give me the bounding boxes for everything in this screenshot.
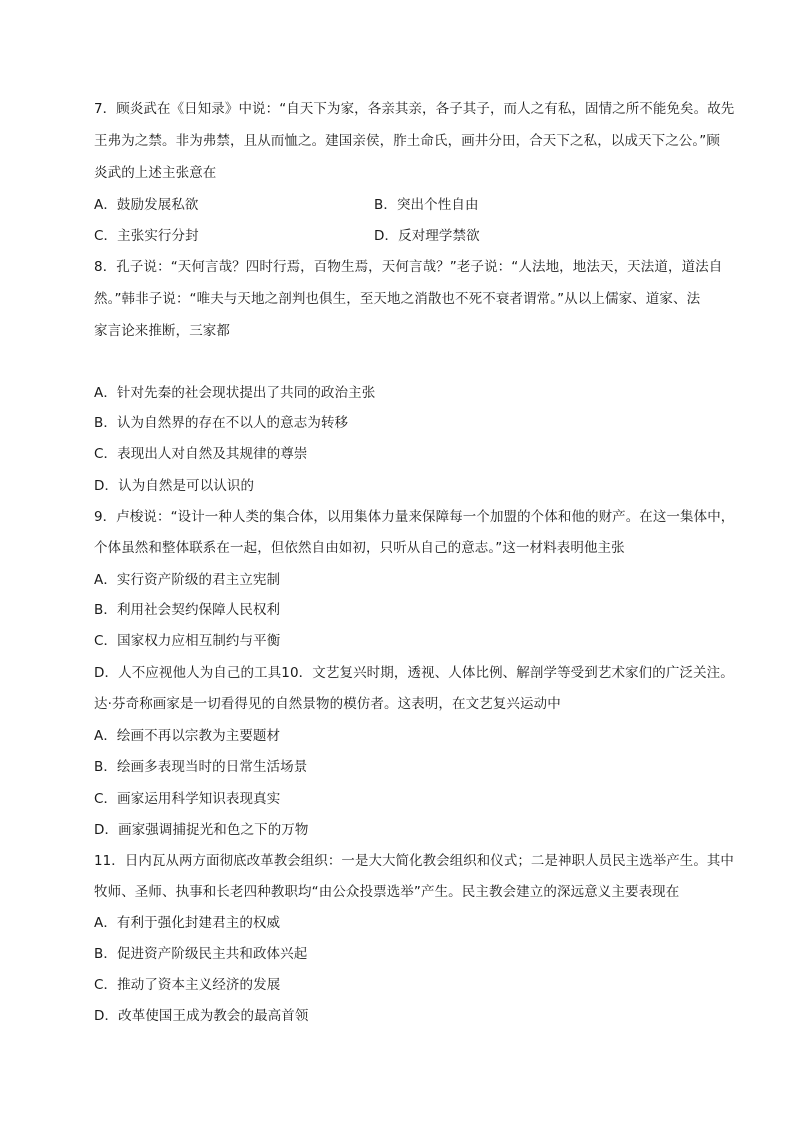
question-11-option-a: A．有利于强化封建君主的权威: [94, 915, 281, 931]
question-7-option-a: A．鼓励发展私欲: [94, 197, 199, 213]
question-11-option-d: D．改革使国王成为教会的最高首领: [94, 1008, 309, 1024]
question-9-option-d-text: D．人不应视他人为自己的工具: [94, 665, 282, 681]
question-8-option-a: A．针对先秦的社会现状提出了共同的政治主张: [94, 385, 376, 401]
question-7-stem-line-2: 王弗为之禁。非为弗禁，且从而恤之。建国亲侯，胙土命氏，画井分田，合天下之私，以成天下之公。”顾: [94, 133, 720, 149]
question-8-option-b: B．认为自然界的存在不以人的意志为转移: [94, 415, 349, 431]
question-11-stem-line-2: 牧师、圣师、执事和长老四种教职均“由公众投票选举”产生。民主教会建立的深远意义主要表现在: [94, 884, 680, 900]
question-9-option-a: A．实行资产阶级的君主立宪制: [94, 572, 281, 588]
question-8-stem-line-1: 8．孔子说：“天何言哉？四时行焉，百物生焉，天何言哉？”老子说：“人法地，地法天，天法道，道法自: [94, 259, 723, 275]
question-10-option-c: C．画家运用科学知识表现真实: [94, 791, 281, 807]
question-9-option-d: [94, 664, 734, 682]
question-8-stem-line-3: 家言论来推断，三家都: [94, 323, 230, 339]
question-11-option-b: B．促进资产阶级民主共和政体兴起: [94, 946, 308, 962]
question-7-option-b: B．突出个性自由: [374, 197, 479, 213]
question-8-option-d: D．认为自然是可以认识的: [94, 478, 255, 494]
question-9-stem-line-2: 个体虽然和整体联系在一起，但依然自由如初，只听从自己的意志。”这一材料表明他主张: [94, 540, 625, 556]
question-10-option-a: A．绘画不再以宗教为主要题材: [94, 728, 281, 744]
question-7-stem-line-3: 炎武的上述主张意在: [94, 165, 217, 181]
question-11-option-c: C．推动了资本主义经济的发展: [94, 977, 281, 993]
question-10-option-d: D．画家强调捕捉光和色之下的万物: [94, 822, 309, 838]
question-7-option-c: C．主张实行分封: [94, 228, 199, 244]
question-9-option-b: B．利用社会契约保障人民权利: [94, 602, 281, 618]
question-8-stem-line-2: 然。”韩非子说：“唯夫与天地之剖判也俱生，至天地之消散也不死不衰者谓常。”从以上儒家、道家、法: [94, 291, 701, 307]
question-7-stem-line-1: 7．顾炎武在《日知录》中说：“自天下为家，各亲其亲，各子其子，而人之有私，固情之所不能免矣。故先: [94, 101, 735, 117]
question-10-option-b: B．绘画多表现当时的日常生活场景: [94, 759, 308, 775]
question-11-stem-line-1: 11．日内瓦从两方面彻底改革教会组织：一是大大简化教会组织和仪式；二是神职人员民主选举产生。其中: [94, 853, 734, 869]
question-9-option-c: C．国家权力应相互制约与平衡: [94, 633, 281, 649]
question-7-option-d: D．反对理学禁欲: [374, 228, 480, 244]
question-10-stem-line-2: 达·芬奇称画家是一切看得见的自然景物的模仿者。这表明，在文艺复兴运动中: [94, 696, 561, 712]
question-9-stem-line-1: 9．卢梭说：“设计一种人类的集合体，以用集体力量来保障每一个加盟的个体和他的财产。在这一集体中，: [94, 509, 735, 525]
question-10-stem-line-1: 10．文艺复兴时期，透视、人体比例、解剖学等受到艺术家们的广泛关注。: [281, 665, 734, 681]
question-8-option-c: C．表现出人对自然及其规律的尊崇: [94, 446, 308, 462]
